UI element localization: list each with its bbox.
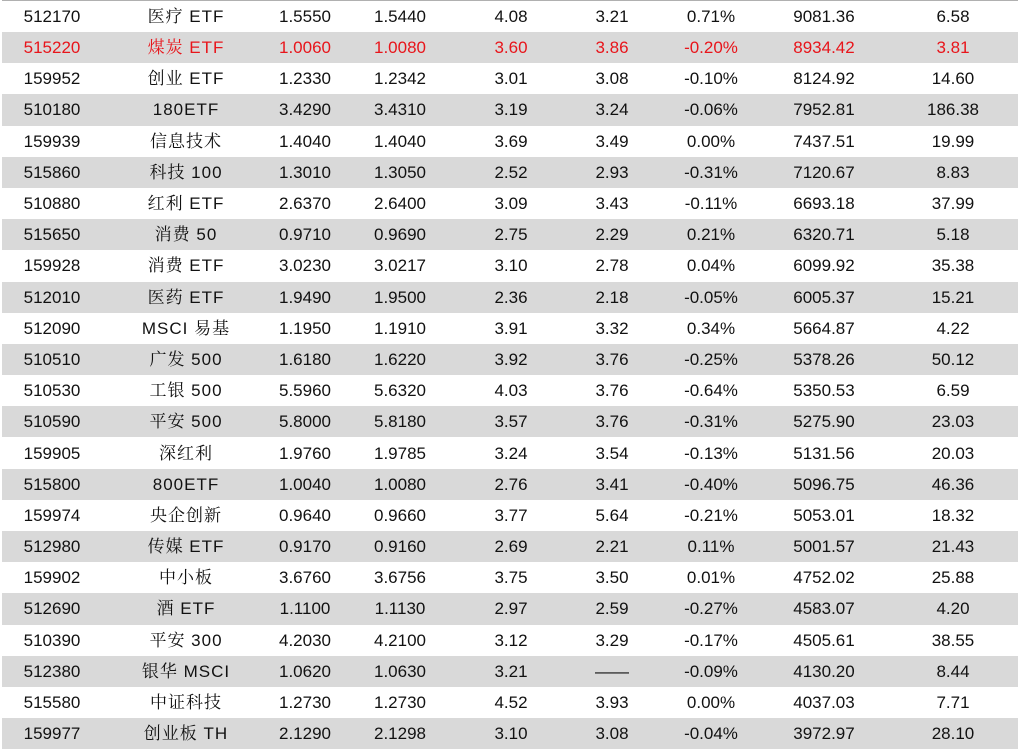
value-col6-cell: 3.08 [595,724,629,744]
value-col4-cell: 1.0080 [374,38,426,58]
table-row [2,157,1018,188]
value-col8-cell: 5053.01 [793,505,855,525]
value-col9-cell: 4.22 [936,318,970,338]
value-col6-cell: 3.86 [595,38,629,58]
etf-name-cell: 消费 ETF [147,256,225,276]
etf-code-cell: 512980 [23,537,81,557]
etf-name-cell: 酒 ETF [156,599,216,619]
etf-code-cell: 512690 [23,599,81,619]
etf-code-cell: 515860 [23,162,81,182]
value-col8-cell: 4505.61 [793,630,855,650]
change-pct-cell: -0.20% [684,38,738,58]
change-pct-cell: 0.11% [687,537,735,557]
etf-name-cell: 广发 500 [149,349,223,369]
table-row [2,562,1018,593]
value-col3-cell: 3.0230 [279,256,331,276]
table-row [2,344,1018,375]
value-col6-cell: 2.78 [595,256,629,276]
value-col3-cell: 1.3010 [279,162,331,182]
value-col3-cell: 2.1290 [279,724,331,744]
value-col8-cell: 6320.71 [793,225,855,245]
value-col6-cell: 3.76 [595,349,629,369]
value-col9-cell: 8.83 [936,162,970,182]
value-col3-cell: 1.0060 [279,38,331,58]
value-col9-cell: 28.10 [931,724,975,744]
value-col3-cell: 0.9640 [279,505,331,525]
value-col3-cell: 1.4040 [279,131,331,151]
value-col8-cell: 7120.67 [793,162,855,182]
table-row [2,469,1018,500]
etf-code-cell: 512010 [23,287,81,307]
value-col4-cell: 1.2730 [374,693,426,713]
etf-code-cell: 510390 [23,630,81,650]
value-col6-cell: 3.50 [595,568,629,588]
etf-name-cell: 传媒 ETF [147,537,225,557]
etf-code-cell: 512380 [23,661,81,681]
etf-name-cell: 平安 500 [149,412,223,432]
value-col5-cell: 3.60 [494,38,528,58]
value-col6-cell: 3.08 [595,69,629,89]
etf-name-cell: 工银 500 [149,381,223,401]
value-col6-cell: 3.24 [595,100,629,120]
value-col5-cell: 2.97 [494,599,528,619]
etf-code-cell: 515800 [23,474,81,494]
value-col9-cell: 19.99 [931,131,975,151]
table-row [2,625,1018,656]
etf-name-cell: 180ETF [152,100,220,120]
change-pct-cell: -0.11% [684,194,738,214]
etf-name-cell: 深红利 [159,443,213,463]
change-pct-cell: -0.13% [684,443,738,463]
change-pct-cell: -0.06% [684,100,738,120]
value-col5-cell: 3.10 [494,724,528,744]
etf-name-cell: 科技 100 [149,162,223,182]
value-col6-cell: 3.41 [595,474,629,494]
value-col4-cell: 0.9660 [374,505,426,525]
value-col8-cell: 5664.87 [793,318,855,338]
value-col4-cell: 5.8180 [374,412,426,432]
value-col8-cell: 5131.56 [793,443,855,463]
value-col9-cell: 5.18 [936,225,970,245]
table-row [2,593,1018,624]
value-col8-cell: 5275.90 [793,412,855,432]
value-col5-cell: 4.03 [494,381,528,401]
value-col8-cell: 6693.18 [793,194,855,214]
value-col6-cell: 2.59 [595,599,629,619]
etf-code-cell: 510510 [23,349,81,369]
etf-code-cell: 159905 [23,443,81,463]
value-col3-cell: 1.9490 [279,287,331,307]
change-pct-cell: -0.31% [684,162,738,182]
value-col5-cell: 3.57 [494,412,528,432]
etf-name-cell: 800ETF [152,474,220,494]
value-col9-cell: 25.88 [931,568,975,588]
value-col3-cell: 1.0620 [279,661,331,681]
table-row [2,437,1018,468]
value-col9-cell: 6.58 [888,1,1018,33]
value-col5-cell: 4.52 [494,693,528,713]
value-col9-cell: 3.81 [936,38,970,58]
value-col3-cell: 5.8000 [279,412,331,432]
value-col6-cell: 3.21 [562,1,662,33]
value-col9-cell: 18.32 [931,505,975,525]
table-row [2,531,1018,562]
change-pct-cell: -0.10% [684,69,738,89]
table-row [2,656,1018,687]
value-col5-cell: 2.52 [494,162,528,182]
value-col3-cell: 3.6760 [279,568,331,588]
value-col6-cell: —— [595,661,629,681]
value-col5-cell: 3.21 [494,661,528,681]
etf-name-cell: MSCI 易基 [141,318,231,338]
value-col9-cell: 186.38 [927,100,979,120]
change-pct-cell: -0.05% [684,287,738,307]
change-pct-cell: 0.00% [686,131,736,151]
table-body [2,1,1018,750]
value-col9-cell: 4.20 [936,599,970,619]
etf-code-cell: 515650 [23,225,81,245]
value-col9-cell: 38.55 [931,630,975,650]
value-col4-cell: 1.4040 [374,131,426,151]
table-row [2,406,1018,437]
etf-name-cell: 医药 ETF [147,287,225,307]
etf-code-cell: 510590 [23,412,81,432]
table-row [2,188,1018,219]
value-col5-cell: 3.75 [494,568,528,588]
value-col8-cell: 3972.97 [793,724,855,744]
value-col4-cell: 3.6756 [374,568,426,588]
value-col8-cell: 5350.53 [793,381,855,401]
table-row [2,219,1018,250]
value-col4-cell: 2.6400 [374,194,426,214]
value-col9-cell: 7.71 [936,693,970,713]
etf-name-cell: 银华 MSCI [141,661,231,681]
value-col3-cell: 0.9170 [279,537,331,557]
etf-name-cell: 央企创新 [150,505,222,525]
change-pct-cell: -0.09% [684,661,738,681]
change-pct-cell: 0.34% [686,318,736,338]
change-pct-cell: -0.17% [684,630,738,650]
value-col6-cell: 5.64 [595,505,629,525]
etf-code-cell: 515580 [23,693,81,713]
value-col9-cell: 35.38 [931,256,975,276]
value-col5-cell: 4.08 [460,1,562,33]
value-col3-cell: 4.2030 [279,630,331,650]
etf-code-cell: 159902 [23,568,81,588]
etf-name-cell: 消费 50 [154,225,218,245]
value-col8-cell: 7437.51 [793,131,855,151]
value-col3-cell: 0.9710 [279,225,331,245]
value-col3-cell: 3.4290 [279,100,331,120]
value-col4-cell: 1.0630 [374,661,426,681]
value-col5-cell: 3.77 [494,505,528,525]
etf-code-cell: 159952 [23,69,81,89]
value-col3-cell: 5.5960 [279,381,331,401]
value-col4-cell: 2.1298 [374,724,426,744]
value-col4-cell: 1.2342 [374,69,426,89]
etf-data-table [2,0,1018,749]
table-row [2,126,1018,157]
table-row [2,500,1018,531]
value-col4-cell: 0.9160 [374,537,426,557]
change-pct-cell: -0.25% [684,349,738,369]
etf-name-cell: 平安 300 [149,630,223,650]
value-col8-cell: 4037.03 [793,693,855,713]
etf-name-cell: 医疗 ETF [102,1,270,33]
table-row [2,375,1018,406]
value-col5-cell: 3.92 [494,349,528,369]
value-col6-cell: 3.32 [595,318,629,338]
value-col9-cell: 21.43 [931,537,975,557]
value-col5-cell: 3.91 [494,318,528,338]
etf-code-cell: 159939 [23,131,81,151]
value-col4-cell: 1.9500 [374,287,426,307]
value-col5-cell: 3.24 [494,443,528,463]
value-col8-cell: 7952.81 [793,100,855,120]
value-col3-cell: 1.2730 [279,693,331,713]
value-col6-cell: 3.43 [595,194,629,214]
etf-name-cell: 红利 ETF [147,194,225,214]
change-pct-cell: -0.64% [684,381,738,401]
value-col8-cell: 5001.57 [793,537,855,557]
value-col6-cell: 3.54 [595,443,629,463]
value-col3-cell: 1.6180 [279,349,331,369]
value-col8-cell: 5378.26 [793,349,855,369]
value-col9-cell: 37.99 [931,194,975,214]
value-col6-cell: 2.18 [595,287,629,307]
value-col9-cell: 46.36 [931,474,975,494]
value-col4-cell: 3.4310 [374,100,426,120]
value-col6-cell: 2.29 [595,225,629,245]
change-pct-cell: -0.40% [684,474,738,494]
value-col4-cell: 0.9690 [374,225,426,245]
etf-code-cell: 512090 [23,318,81,338]
value-col6-cell: 3.76 [595,381,629,401]
value-col9-cell: 15.21 [931,287,975,307]
value-col5-cell: 3.69 [494,131,528,151]
value-col8-cell: 6005.37 [793,287,855,307]
value-col3-cell: 1.2330 [279,69,331,89]
value-col4-cell: 3.0217 [374,256,426,276]
value-col8-cell: 8124.92 [793,69,855,89]
table-row [2,63,1018,94]
value-col6-cell: 3.29 [595,630,629,650]
value-col8-cell: 4583.07 [793,599,855,619]
table-row [2,32,1018,63]
etf-code-cell: 515220 [23,38,81,58]
value-col5-cell: 2.36 [494,287,528,307]
etf-code-cell: 510530 [23,381,81,401]
etf-code-cell: 510180 [23,100,81,120]
value-col4-cell: 4.2100 [374,630,426,650]
table-row [2,718,1018,749]
value-col9-cell: 50.12 [931,349,975,369]
value-col4-cell: 1.9785 [374,443,426,463]
change-pct-cell: 0.04% [686,256,736,276]
value-col6-cell: 3.93 [595,693,629,713]
value-col3-cell: 2.6370 [279,194,331,214]
table-row [2,687,1018,718]
change-pct-cell: -0.31% [684,412,738,432]
etf-name-cell: 中证科技 [150,693,222,713]
value-col9-cell: 23.03 [931,412,975,432]
value-col9-cell: 8.44 [936,661,970,681]
value-col6-cell: 2.21 [595,537,629,557]
value-col5-cell: 3.19 [494,100,528,120]
table-row [2,1,1018,33]
value-col4-cell: 5.6320 [374,381,426,401]
change-pct-cell: 0.71% [662,1,760,33]
value-col9-cell: 20.03 [931,443,975,463]
etf-code-cell: 512170 [2,1,102,33]
etf-name-cell: 煤炭 ETF [147,38,225,58]
value-col3-cell: 1.9760 [279,443,331,463]
value-col3-cell: 1.1950 [279,318,331,338]
etf-name-cell: 中小板 [159,568,213,588]
value-col6-cell: 2.93 [595,162,629,182]
change-pct-cell: 0.01% [686,568,736,588]
value-col5-cell: 3.01 [494,69,528,89]
value-col8-cell: 9081.36 [760,1,888,33]
change-pct-cell: -0.27% [684,599,738,619]
etf-name-cell: 创业板 TH [143,724,229,744]
value-col5-cell: 3.09 [494,194,528,214]
etf-code-cell: 159977 [23,724,81,744]
value-col5-cell: 2.76 [494,474,528,494]
etf-name-cell: 信息技术 [150,131,222,151]
value-col5-cell: 3.12 [494,630,528,650]
value-col5-cell: 2.69 [494,537,528,557]
value-col8-cell: 8934.42 [793,38,855,58]
value-col4-cell: 1.6220 [374,349,426,369]
table-row [2,94,1018,125]
value-col3-cell: 1.0040 [279,474,331,494]
value-col6-cell: 3.76 [595,412,629,432]
value-col8-cell: 6099.92 [793,256,855,276]
etf-name-cell: 创业 ETF [147,69,225,89]
change-pct-cell: -0.21% [684,505,738,525]
change-pct-cell: 0.21% [686,225,736,245]
value-col9-cell: 6.59 [936,381,970,401]
value-col4-cell: 1.1910 [374,318,426,338]
value-col3-cell: 1.5550 [270,1,340,33]
value-col8-cell: 4752.02 [793,568,855,588]
value-col4-cell: 1.3050 [374,162,426,182]
value-col5-cell: 2.75 [494,225,528,245]
value-col4-cell: 1.1130 [374,599,426,619]
value-col4-cell: 1.0080 [374,474,426,494]
table-row [2,250,1018,281]
value-col5-cell: 3.10 [494,256,528,276]
value-col8-cell: 5096.75 [793,474,855,494]
value-col4-cell: 1.5440 [340,1,460,33]
value-col9-cell: 14.60 [931,69,975,89]
etf-code-cell: 159974 [23,505,81,525]
change-pct-cell: 0.00% [686,693,736,713]
value-col3-cell: 1.1100 [279,599,331,619]
etf-code-cell: 159928 [23,256,81,276]
value-col6-cell: 3.49 [595,131,629,151]
value-col8-cell: 4130.20 [793,661,855,681]
change-pct-cell: -0.04% [684,724,738,744]
etf-code-cell: 510880 [23,194,81,214]
table-row [2,282,1018,313]
table-row [2,313,1018,344]
